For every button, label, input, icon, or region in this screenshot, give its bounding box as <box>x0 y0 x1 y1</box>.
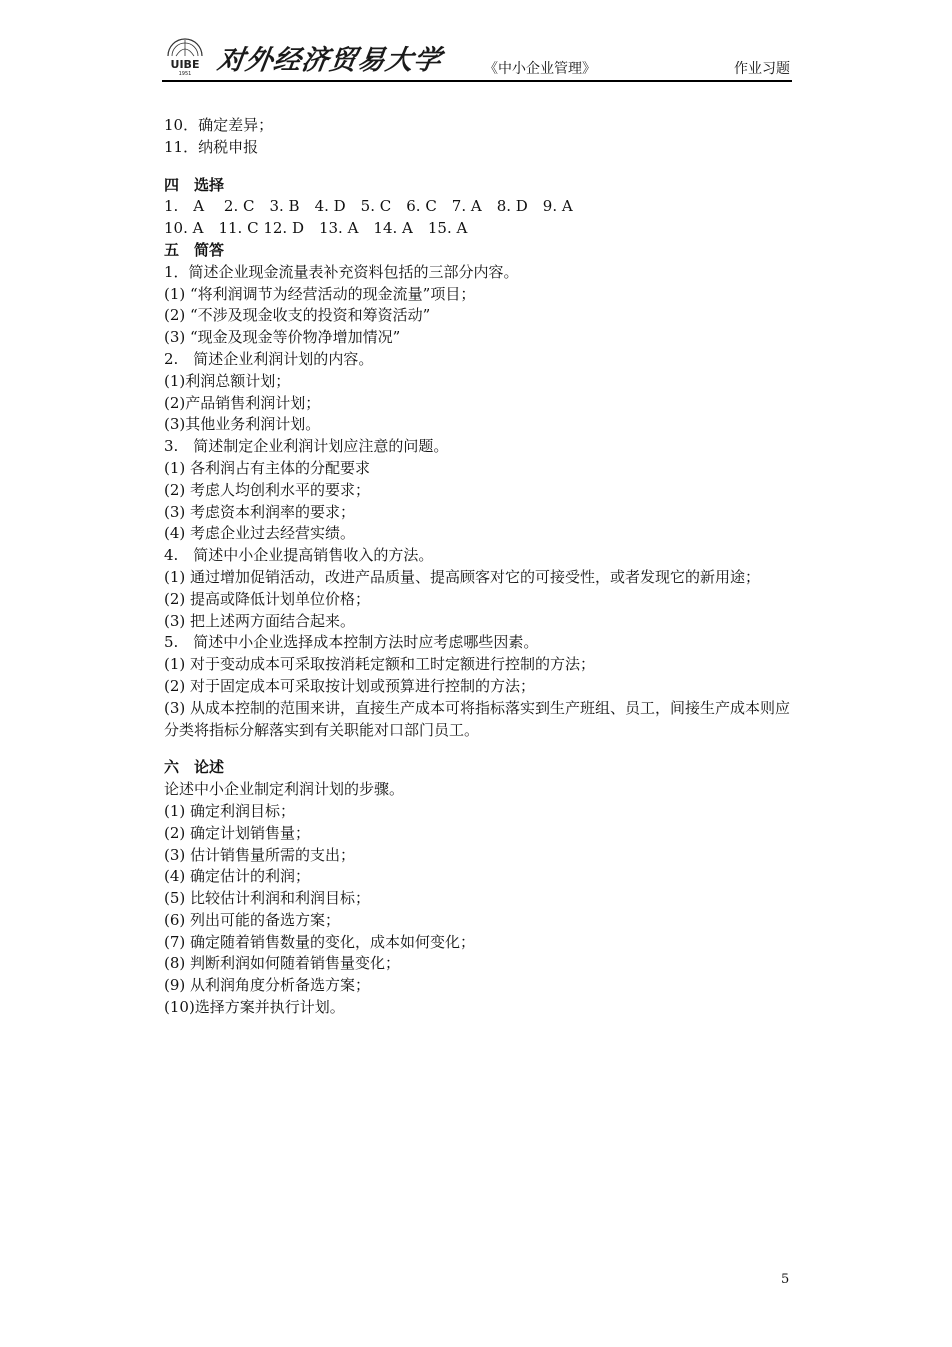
answer-item: (2)产品销售利润计划； <box>164 393 321 412</box>
answer-item: (2) 对于固定成本可采取按计划或预算进行控制的方法； <box>164 676 536 695</box>
answer-item: (3) 考虑资本利润率的要求； <box>164 502 356 521</box>
page-header <box>162 28 792 82</box>
answer-item: (4) 考虑企业过去经营实绩。 <box>164 524 356 543</box>
question: 2. 简述企业利润计划的内容。 <box>164 349 374 368</box>
answer-item: (1)利润总额计划； <box>164 371 291 390</box>
list-item: 11．纳税申报 <box>164 137 259 156</box>
answer-item: (9) 从利润角度分析备选方案； <box>164 976 371 995</box>
answer-item: (7) 确定随着销售数量的变化，成本如何变化； <box>164 932 476 951</box>
answer-item: (1) 对于变动成本可采取按消耗定额和工时定额进行控制的方法； <box>164 655 596 674</box>
spacer <box>164 159 792 175</box>
question: 5. 简述中小企业选择成本控制方法时应考虑哪些因素。 <box>164 633 539 652</box>
answer-item: (2) 确定计划销售量； <box>164 823 311 842</box>
document-type: 作业习题 <box>734 61 790 77</box>
answer-item: (3) 把上述两方面结合起来。 <box>164 611 356 630</box>
answer-item: (2) 考虑人均创利水平的要求； <box>164 480 371 499</box>
answer-item: (3) “现金及现金等价物净增加情况” <box>164 328 401 347</box>
answer-item: (3) 从成本控制的范围来讲，直接生产成本可将指标落实到生产班组、员工，间接生产成本则应分类将指标分解落实到有关职能对口部门员工。 <box>164 698 791 739</box>
answer-item: (3)其他业务利润计划。 <box>164 415 321 434</box>
svg-text:1951: 1951 <box>178 71 192 76</box>
university-logo-icon <box>162 32 208 76</box>
answer-item: (1) 通过增加促销活动，改进产品质量、提高顾客对它的可接受性，或者发现它的新用途； <box>164 567 761 586</box>
section-heading-choice: 四 选择 <box>164 175 225 194</box>
question: 论述中小企业制定利润计划的步骤。 <box>164 780 405 799</box>
list-item: 10．确定差异； <box>164 116 274 134</box>
answer-item: (2) “不涉及现金收支的投资和筹资活动” <box>164 306 431 325</box>
section-heading-short-answer: 五 简答 <box>164 240 225 259</box>
answer-item: (10)选择方案并执行计划。 <box>164 998 345 1017</box>
answer-item: (6) 列出可能的备选方案； <box>164 910 341 929</box>
answer-item: (3) 估计销售量所需的支出； <box>164 845 356 864</box>
question: 1．简述企业现金流量表补充资料包括的三部分内容。 <box>164 262 519 281</box>
answer-row: 10. A 11. C 12. D 13. A 14. A 15. A <box>164 219 468 238</box>
answer-item: (2) 提高或降低计划单位价格； <box>164 589 371 608</box>
question: 4. 简述中小企业提高销售收入的方法。 <box>164 546 434 565</box>
answer-item: (8) 判断利润如何随着销售量变化； <box>164 954 401 973</box>
answer-item: (1) 确定利润目标； <box>164 801 296 820</box>
svg-text:UIBE: UIBE <box>170 58 200 71</box>
university-name: 对外经济贸易大学 <box>215 45 444 76</box>
answer-row: 1. A 2. C 3. B 4. D 5. C 6. C 7. A 8. D 9. A <box>164 197 573 216</box>
page-number: 5 <box>781 1272 790 1287</box>
course-title: 《中小企业管理》 <box>484 61 596 77</box>
answer-item: (1) “将利润调节为经营活动的现金流量”项目； <box>164 284 476 303</box>
answer-item: (1) 各利润占有主体的分配要求 <box>164 458 371 477</box>
spacer <box>164 741 792 757</box>
answer-item: (5) 比较估计利润和利润目标； <box>164 889 371 908</box>
section-heading-essay: 六 论述 <box>164 758 225 777</box>
question: 3. 简述制定企业利润计划应注意的问题。 <box>164 437 449 456</box>
page-content <box>164 115 792 1019</box>
answer-item: (4) 确定估计的利润； <box>164 867 311 886</box>
